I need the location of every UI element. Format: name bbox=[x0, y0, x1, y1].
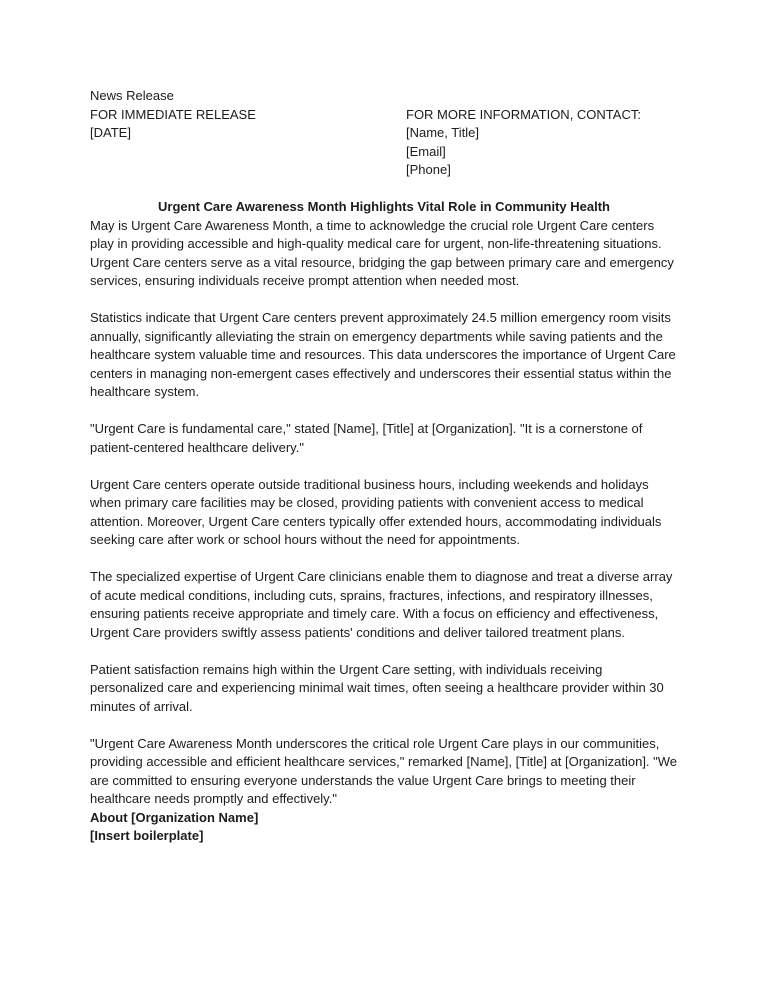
release-title: Urgent Care Awareness Month Highlights Vital Role in Community Health bbox=[158, 199, 610, 214]
about-heading: About [Organization Name] bbox=[90, 809, 259, 825]
paragraph-statistics: Statistics indicate that Urgent Care centers prevent approximately 24.5 million emergency room visits annually, significantly alleviating the strain on emergency departments while saving patients and the healthcare system valuable time and resources. This data underscores the importance of Urgent Care centers in managing non-emergent cases effectively and underscores their essential status within the healthcare system. bbox=[90, 310, 676, 399]
date-placeholder: [DATE] bbox=[90, 125, 131, 140]
header-left-column bbox=[90, 106, 406, 180]
release-header bbox=[90, 87, 678, 180]
news-release-label: News Release bbox=[90, 88, 174, 103]
paragraph-satisfaction: Patient satisfaction remains high within the Urgent Care setting, with individuals receiving personalized care and experiencing minimal wait times, often seeing a healthcare provider within 30 minutes of arrival. bbox=[90, 661, 664, 714]
paragraph-quote-1: "Urgent Care is fundamental care," stated [Name], [Title] at [Organization]. "It is a cornerstone of patient-centered healthcare delivery." bbox=[90, 421, 643, 455]
paragraph-intro: May is Urgent Care Awareness Month, a time to acknowledge the crucial role Urgent Care centers play in providing accessible and high-quality medical care for urgent, non-life-threatening situations. Urgent Care centers serve as a vital resource, bridging the gap between primary care and emergency services, ensuring individuals receive prompt attention when needed most. bbox=[90, 217, 674, 288]
contact-heading: FOR MORE INFORMATION, CONTACT: bbox=[406, 106, 641, 122]
about-section bbox=[90, 809, 678, 846]
paragraph-expertise: The specialized expertise of Urgent Care clinicians enable them to diagnose and treat a diverse array of acute medical conditions, including cuts, sprains, fractures, infections, and respiratory illnesses, ensuring patients receive appropriate and timely care. With a focus on efficiency and effectiveness, Urgent Care providers swiftly assess patients' conditions and deliver tailored treatment plans. bbox=[90, 569, 673, 640]
boilerplate-placeholder: [Insert boilerplate] bbox=[90, 828, 204, 843]
header-contact-column bbox=[406, 106, 678, 180]
immediate-release-line: FOR IMMEDIATE RELEASE bbox=[90, 106, 256, 122]
header-columns bbox=[90, 106, 678, 180]
contact-email-placeholder: [Email] bbox=[406, 143, 446, 159]
contact-name-placeholder: [Name, Title] bbox=[406, 125, 479, 140]
paragraph-quote-2: "Urgent Care Awareness Month underscores the critical role Urgent Care plays in our communities, providing accessible and efficient healthcare services," remarked [Name], [Title] at [Organization]. "We are committed to ensuring everyone understands the value Urgent Care brings to meeting their healthcare needs promptly and effectively." bbox=[90, 735, 678, 806]
paragraph-hours: Urgent Care centers operate outside traditional business hours, including weekends and holidays when primary care facilities may be closed, providing patients with convenient access to medical attention. Moreover, Urgent Care centers typically offer extended hours, accommodating individuals seeking care after work or school hours without the need for appointments. bbox=[90, 476, 662, 547]
contact-phone-placeholder: [Phone] bbox=[406, 162, 451, 177]
